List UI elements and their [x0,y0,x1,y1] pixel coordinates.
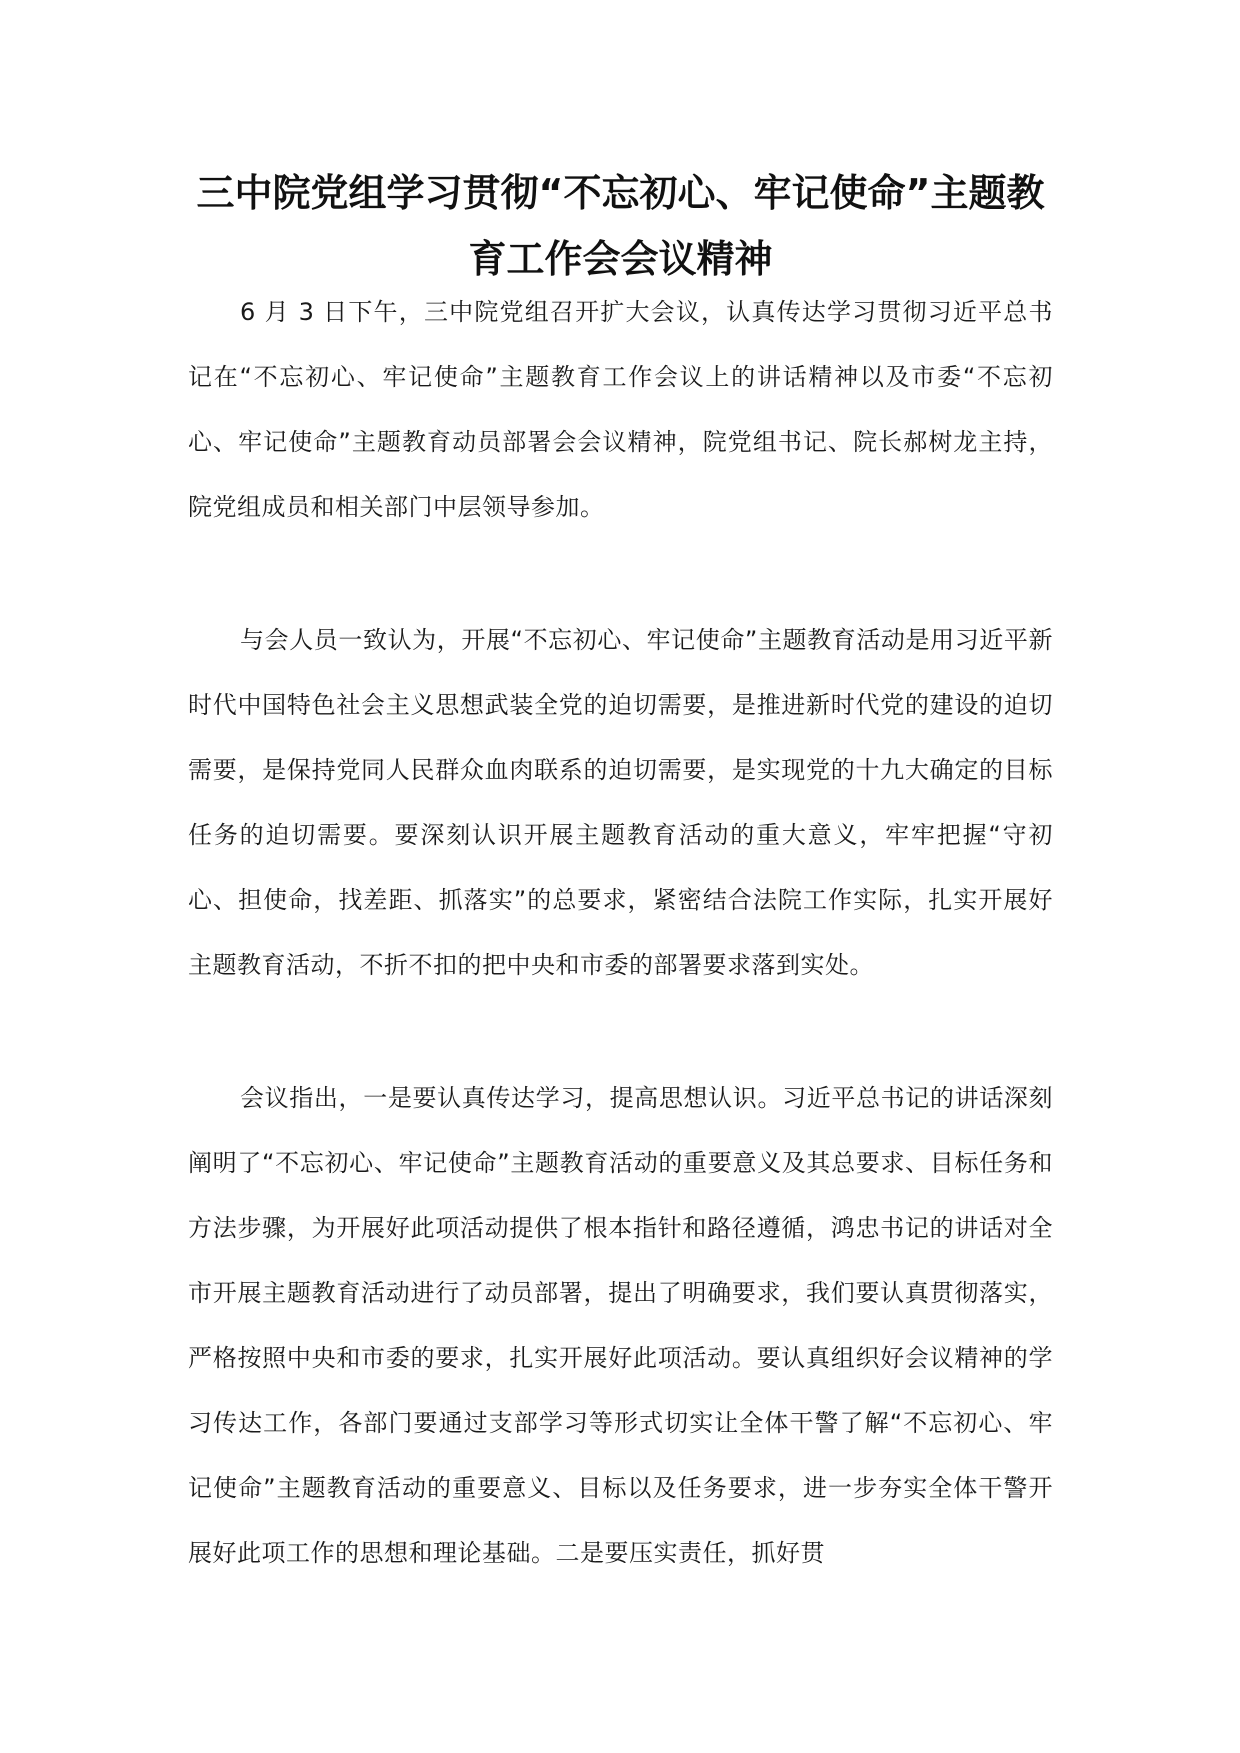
paragraph-meeting-intro: 6 月 3 日下午，三中院党组召开扩大会议，认真传达学习贯彻习近平总书记在“不忘初心、牢记使命”主题教育工作会议上的讲话精神以及市委“不忘初心、牢记使命”主题教育动员部署会会议精神，院党组书记、院长郝树龙主持，院党组成员和相关部门中层领导参加。 [188,298,1053,521]
paragraph-meeting-points: 会议指出，一是要认真传达学习，提高思想认识。习近平总书记的讲话深刻阐明了“不忘初心、牢记使命”主题教育活动的重要意义及其总要求、目标任务和方法步骤，为开展好此项活动提供了根本指针和路径遵循，鸿忠书记的讲话对全市开展主题教育活动进行了动员部署，提出了明确要求，我们要认真贯彻落实，严格按照中央和市委的要求，扎实开展好此项活动。要认真组织好会议精神的学习传达工作，各部门要通过支部学习等形式切实让全体干警了解“不忘初心、牢记使命”主题教育活动的重要意义、目标以及任务要求，进一步夯实全体干警开展好此项工作的思想和理论基础。二是要压实责任，抓好贯 [188,1084,1053,1567]
document-title: 三中院党组学习贯彻“不忘初心、牢记使命”主题教育工作会会议精神 [196,171,1045,281]
paragraph-consensus: 与会人员一致认为，开展“不忘初心、牢记使命”主题教育活动是用习近平新时代中国特色社会主义思想武装全党的迫切需要，是推进新时代党的建设的迫切需要，是保持党同人民群众血肉联系的迫切需要，是实现党的十九大确定的目标任务的迫切需要。要深刻认识开展主题教育活动的重大意义，牢牢把握“守初心、担使命，找差距、抓落实”的总要求，紧密结合法院工作实际，扎实开展好主题教育活动，不折不扣的把中央和市委的部署要求落到实处。 [188,626,1053,979]
